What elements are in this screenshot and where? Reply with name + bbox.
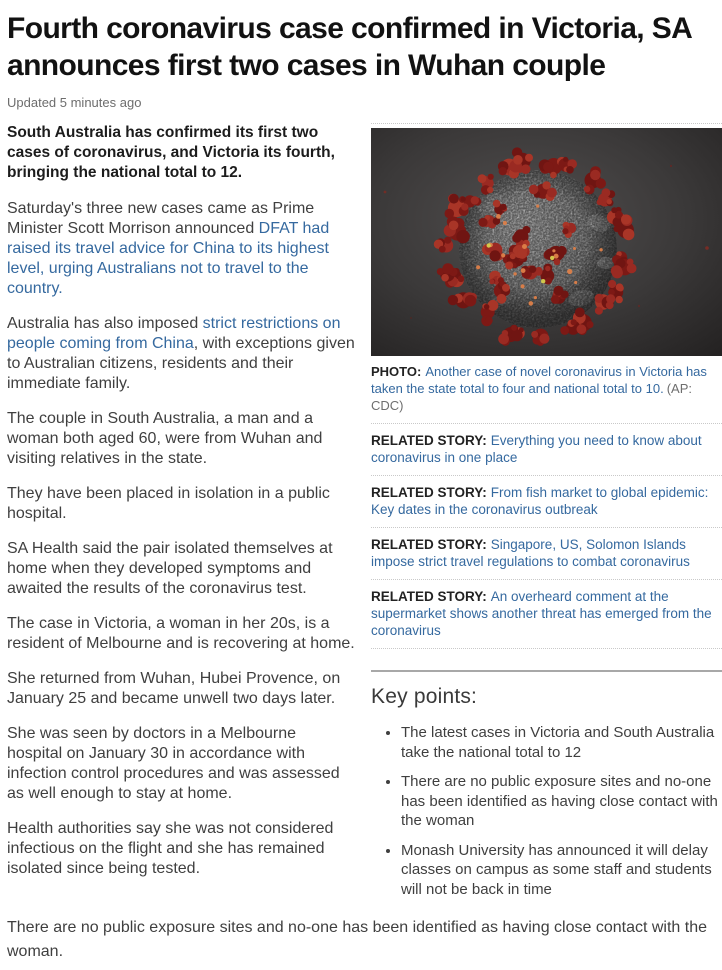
article-paragraph <box>7 314 355 394</box>
article-paragraph: She was seen by doctors in a Melbourne hospital on January 30 in accordance with infection control procedures and was assessed as well enough to stay at home. <box>7 725 340 802</box>
inline-media-block <box>371 123 722 649</box>
article-paragraph: They have been placed in isolation in a public hospital. <box>7 485 330 522</box>
key-point-item: • Monash University has announced it will delay classes on campus as some staff and students will not be back in time <box>401 841 722 900</box>
photo-caption <box>371 356 722 424</box>
related-story-label: RELATED STORY: <box>371 433 487 448</box>
article-paragraph: She returned from Wuhan, Hubei Provence, on January 25 and became unwell two days later. <box>7 670 341 707</box>
related-story-label: RELATED STORY: <box>371 589 487 604</box>
photo-attribution: (AP: CDC) <box>371 381 692 413</box>
related-story-link-2[interactable]: From fish market to global epidemic: Key dates in the coronavirus outbreak <box>371 485 709 517</box>
paragraph-text: Australia has also imposed <box>7 315 203 332</box>
article-paragraph: Health authorities say she was not considered infectious on the flight and she has remained isolated since being tested. <box>7 820 334 877</box>
closing-paragraph: There are no public exposure sites and no-one has been identified as having close contact with the woman. <box>7 919 707 960</box>
key-point-item: • The latest cases in Victoria and South Australia take the national total to 12 <box>401 723 722 762</box>
related-story-label: RELATED STORY: <box>371 537 487 552</box>
inline-link-dfat-travel-advice[interactable]: DFAT had raised its travel advice for China to its highest level, urging Australians not to travel to the country. <box>7 220 330 297</box>
related-story-item <box>371 580 722 649</box>
page-title <box>7 10 716 84</box>
inline-link-china-restrictions[interactable]: strict restrictions on people coming from China <box>7 315 341 352</box>
virus-illustration <box>371 128 722 356</box>
paragraph-text: Saturday's three new cases came as Prime Minister Scott Morrison announced <box>7 200 315 237</box>
key-points-section <box>371 670 722 899</box>
related-story-label: RELATED STORY: <box>371 485 487 500</box>
key-points-list <box>371 723 722 899</box>
related-story-link-3[interactable]: Singapore, US, Solomon Islands impose strict travel regulations to combat coronavirus <box>371 537 690 569</box>
related-story-item <box>371 528 722 580</box>
headline-line-1: Fourth coronavirus case confirmed in Victoria, SA <box>7 12 693 45</box>
related-story-link-4[interactable]: An overheard comment at the supermarket shows another threat has emerged from the coronavirus <box>371 589 712 638</box>
key-points-heading: Key points: <box>371 685 478 708</box>
article-body-column <box>7 123 355 894</box>
article-paragraph: SA Health said the pair isolated themselves at home when they developed symptoms and awaited the results of the coronavirus test. <box>7 540 333 597</box>
related-story-link-1[interactable]: Everything you need to know about coronavirus in one place <box>371 433 702 465</box>
coronavirus-photo <box>371 128 722 356</box>
article-columns <box>7 123 716 909</box>
article-paragraph: The couple in South Australia, a man and a woman both aged 60, were from Wuhan and visiting relatives in the state. <box>7 410 323 467</box>
related-story-item <box>371 424 722 476</box>
related-story-item <box>371 476 722 528</box>
key-point-item: • There are no public exposure sites and no-one has been identified as having close contact with the woman <box>401 772 722 831</box>
photo-label: PHOTO: <box>371 364 422 379</box>
updated-timestamp: Updated 5 minutes ago <box>7 95 142 110</box>
article-sidebar-column <box>371 123 722 909</box>
photo-caption-link[interactable]: Another case of novel coronavirus in Victoria has taken the state total to four and national total to 10. <box>371 364 707 396</box>
paragraph-text: , with exceptions given to Australian citizens, residents and their immediate family. <box>7 335 355 392</box>
article-paragraph <box>7 199 355 299</box>
article-lede: South Australia has confirmed its first two cases of coronavirus, and Victoria its fourth, bringing the national total to 12. <box>7 124 335 181</box>
article-paragraph: The case in Victoria, a woman in her 20s, is a resident of Melbourne and is recovering at home. <box>7 615 355 652</box>
headline-line-2: announces first two cases in Wuhan couple <box>7 49 606 82</box>
